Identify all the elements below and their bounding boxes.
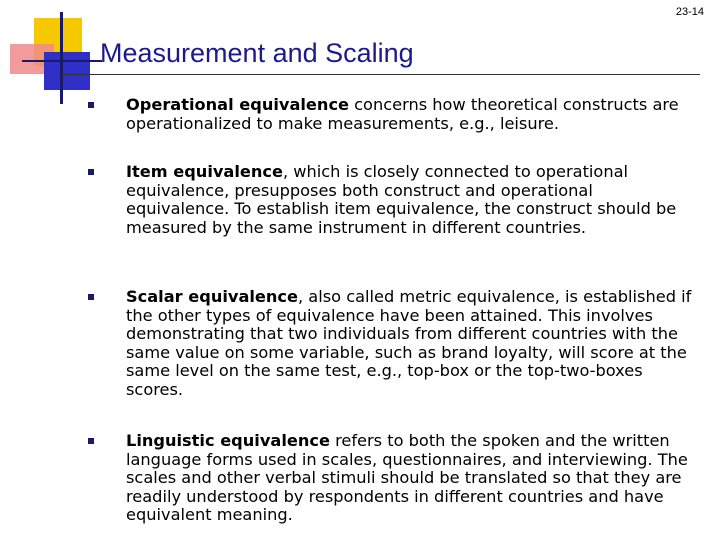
bullet-square-icon: [88, 169, 94, 175]
title-divider: [60, 74, 700, 75]
bullet-square-icon: [88, 102, 94, 108]
bullet-text: [126, 96, 700, 133]
page-title: Measurement and Scaling: [100, 38, 414, 68]
bullet-term: Linguistic equivalence: [126, 431, 330, 450]
bullet-item-item-equivalence: [88, 163, 700, 237]
bullet-text: [126, 432, 700, 525]
bullet-body: refers to both the spoken and the written language forms used in scales, questionnaires, and interviewing. The scales and other verbal stimuli should be translated so that they are readily understood by respondents in different countries and have equivalent meaning.: [126, 431, 688, 524]
bullet-square-icon: [88, 294, 94, 300]
bullet-term: Item equivalence: [126, 162, 283, 181]
bullet-item-scalar-equivalence: [88, 288, 700, 399]
bullet-term: Operational equivalence: [126, 95, 350, 114]
slide-number: 23-14: [675, 6, 704, 18]
logo-vertical-line: [60, 12, 63, 104]
bullet-body: , which is closely connected to operational equivalence, presupposes both construct and operational equivalence. To establish item equivalence, the construct should be measured by the same instrument in different countries.: [126, 162, 677, 237]
logo-blue-square: [44, 52, 90, 90]
bullet-item-linguistic-equivalence: [88, 432, 700, 525]
logo-horizontal-line: [22, 60, 102, 62]
bullet-text: [126, 288, 700, 399]
bullet-item-operational-equivalence: [88, 96, 700, 133]
bullet-body: , also called metric equivalence, is established if the other types of equivalence have been attained. This involves demonstrating that two individuals from different countries with the same value on some variable, such as brand loyalty, will score at the same level on the same test, e.g., top-box or the top-two-boxes scores.: [126, 287, 692, 399]
bullet-term: Scalar equivalence: [126, 287, 299, 306]
bullet-text: [126, 163, 700, 237]
bullet-body: concerns how theoretical constructs are operationalized to make measurements, e.g., leisure.: [126, 95, 679, 133]
bullet-square-icon: [88, 438, 94, 444]
